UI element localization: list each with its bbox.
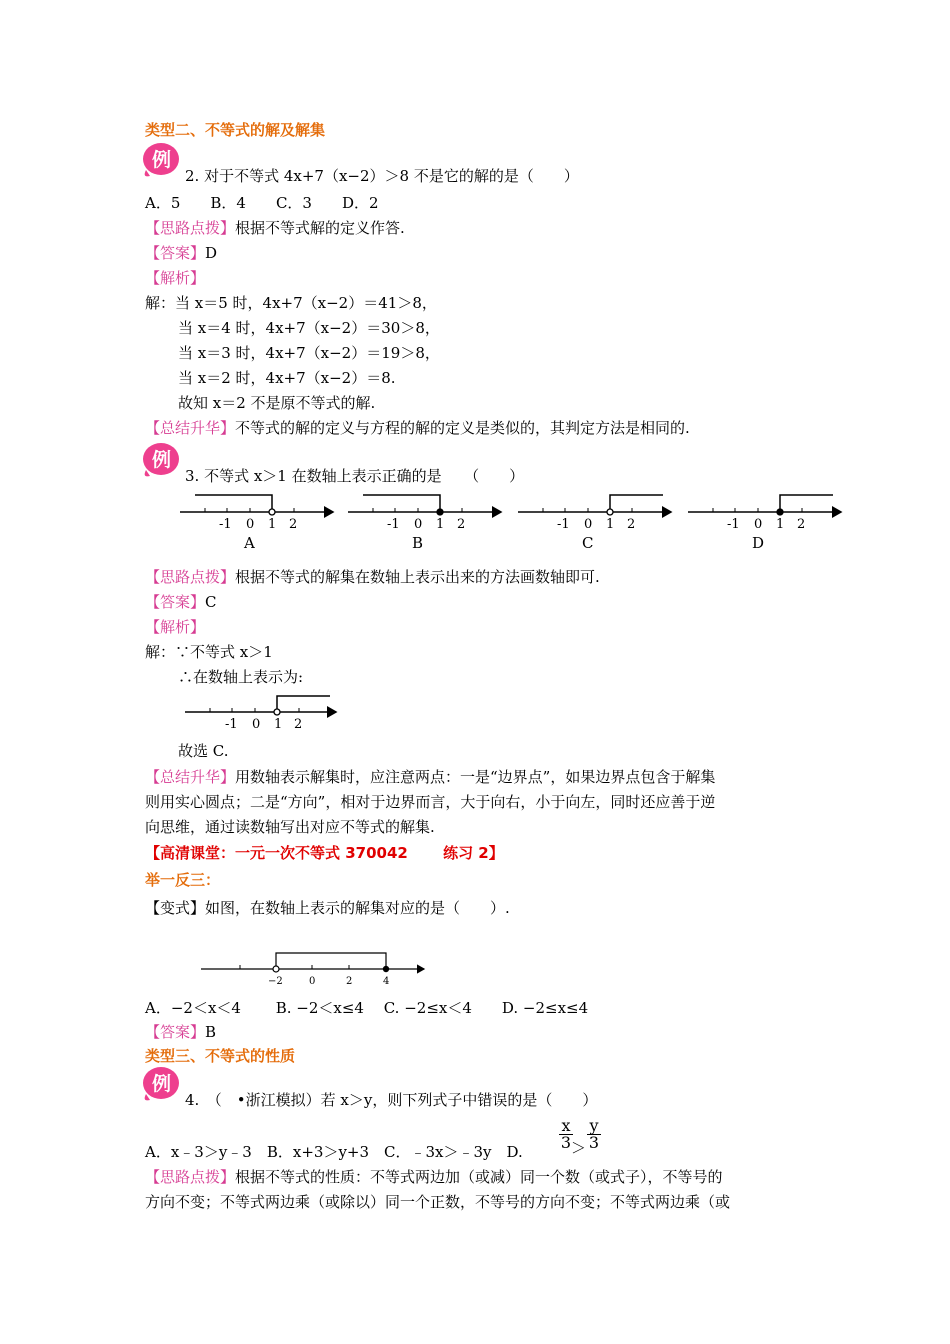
summary-text: 不等式的解的定义与方程的解的定义是类似的，其判定方法是相同的. <box>235 419 690 437</box>
variant-answer <box>145 1022 216 1042</box>
tick-label: -1 <box>219 517 232 532</box>
tick-label: 1 <box>606 517 615 532</box>
option-letter: C <box>582 534 594 552</box>
variant-options: A．−2＜x＜4 B. −2＜x≤4 C. −2≤x＜4 D. −2≤x≤4 <box>145 999 589 1017</box>
variant-number-line <box>198 945 433 990</box>
summary-tag: 【总结升华】 <box>145 419 236 437</box>
hint-line: 方向不变；不等式两边乘（或除以）同一个正数，不等号的方向不变；不等式两边乘（或 <box>145 1193 731 1211</box>
tick-label: 0 <box>754 517 763 532</box>
tick-label: 2 <box>627 517 636 532</box>
option-letter: A <box>244 534 255 552</box>
tick-label: 1 <box>436 517 445 532</box>
tick-label: 0 <box>414 517 423 532</box>
answer-tag: 【答案】 <box>145 1023 206 1041</box>
example-badge-icon <box>140 1064 184 1104</box>
tick-label: -1 <box>387 517 400 532</box>
tick-label: 2 <box>797 517 806 532</box>
solution-line: 解：∵不等式 x＞1 <box>145 643 273 661</box>
example-badge-text: 例 <box>152 449 172 471</box>
solution-line: 故选 C. <box>178 742 229 760</box>
fraction-y-over-3 <box>587 1118 601 1151</box>
tick-label: 1 <box>268 517 277 532</box>
solution-line: 当 x＝3 时，4x+7（x−2）＝19＞8， <box>178 344 440 362</box>
solution-line: 解：当 x＝5 时，4x+7（x−2）＝41＞8， <box>145 294 437 312</box>
tick-label: 4 <box>383 976 390 987</box>
hint-tag: 【思路点拨】 <box>145 1168 236 1186</box>
number-line-c <box>518 495 671 552</box>
question-3-summary <box>145 767 715 787</box>
example-badge-icon <box>140 140 184 180</box>
number-line-options <box>175 488 845 554</box>
question-3-hint <box>145 567 600 587</box>
question-2-stem: 2. 对于不等式 4x+7（x−2）＞8 不是它的解的是（ ） <box>185 167 579 185</box>
summary-tag: 【总结升华】 <box>145 768 236 786</box>
tick-label: 0 <box>252 717 261 732</box>
question-4-stem: 4. （ •浙江模拟）若 x＞y，则下列式子中错误的是（ ） <box>185 1091 598 1109</box>
section-title-3: 类型三、不等式的性质 <box>145 1047 296 1065</box>
tick-label: 2 <box>289 517 298 532</box>
greater-than-sign: ＞ <box>571 1139 587 1157</box>
solution-line: 当 x＝4 时，4x+7（x−2）＝30＞8， <box>178 319 440 337</box>
analysis-tag: 【解析】 <box>145 269 206 287</box>
hint-text: 根据不等式解的定义作答. <box>235 219 405 237</box>
section-title-2: 类型二、不等式的解及解集 <box>145 121 326 139</box>
video-reference: 【高清课堂：一元一次不等式 370042 练习 2】 <box>145 844 504 862</box>
example-badge-icon <box>140 440 184 480</box>
hint-tag: 【思路点拨】 <box>145 568 236 586</box>
question-2-hint <box>145 218 405 238</box>
tick-label: -1 <box>727 517 740 532</box>
question-2-options: A．5 B．4 C．3 D．2 <box>145 194 379 212</box>
answer-text: C <box>205 593 217 611</box>
solution-line: 故知 x＝2 不是原不等式的解. <box>178 394 376 412</box>
number-line-b <box>348 495 501 552</box>
question-4-hint <box>145 1167 723 1187</box>
summary-line: 向思维，通过读数轴写出对应不等式的解集. <box>145 818 435 836</box>
fraction-numerator: y <box>587 1118 601 1135</box>
tick-label: 1 <box>776 517 785 532</box>
number-line-d <box>688 495 841 552</box>
example-badge-text: 例 <box>152 1073 172 1095</box>
variant-stem: 【变式】如图，在数轴上表示的解集对应的是（ ）. <box>145 899 510 917</box>
answer-tag: 【答案】 <box>145 244 206 262</box>
fraction-numerator: x <box>559 1118 573 1135</box>
number-line-a <box>180 495 333 552</box>
tick-label: -1 <box>557 517 570 532</box>
summary-text: 用数轴表示解集时，应注意两点：一是“边界点”，如果边界点包含于解集 <box>235 768 716 786</box>
solution-number-line <box>180 692 345 734</box>
option-letter: D <box>752 534 765 552</box>
summary-line: 则用实心圆点；二是“方向”，相对于边界而言，大于向右，小于向左，同时还应善于逆 <box>145 793 716 811</box>
answer-text: B <box>205 1023 217 1041</box>
question-2-answer <box>145 243 217 263</box>
solution-line: ∴在数轴上表示为: <box>178 668 304 686</box>
question-3-answer <box>145 592 217 612</box>
hint-text: 根据不等式的解集在数轴上表示出来的方法画数轴即可. <box>235 568 600 586</box>
tick-label: 2 <box>457 517 466 532</box>
option-letter: B <box>412 534 424 552</box>
question-3-stem: 3. 不等式 x＞1 在数轴上表示正确的是 （ ） <box>185 467 525 485</box>
tick-label: 0 <box>584 517 593 532</box>
fraction-denominator: 3 <box>560 1133 572 1152</box>
tick-label: 2 <box>346 976 353 987</box>
hint-tag: 【思路点拨】 <box>145 219 236 237</box>
question-4-options: A．x﹣3＞y﹣3 B．x+3＞y+3 C．﹣3x＞﹣3y D. <box>145 1143 523 1161</box>
example-badge-text: 例 <box>152 149 172 171</box>
practice-title: 举一反三： <box>145 871 221 889</box>
question-2-summary <box>145 418 690 438</box>
tick-label: 2 <box>294 717 303 732</box>
tick-label: 1 <box>274 717 283 732</box>
solution-line: 当 x＝2 时，4x+7（x−2）＝8. <box>178 369 396 387</box>
fraction-denominator: 3 <box>588 1133 600 1152</box>
hint-text: 根据不等式的性质：不等式两边加（或减）同一个数（或式子），不等号的 <box>235 1168 723 1186</box>
tick-label: 0 <box>246 517 255 532</box>
tick-label: 0 <box>309 976 316 987</box>
analysis-tag: 【解析】 <box>145 618 206 636</box>
tick-label: -1 <box>225 717 238 732</box>
answer-text: D <box>205 244 218 262</box>
tick-label: −2 <box>268 976 283 987</box>
answer-tag: 【答案】 <box>145 593 206 611</box>
